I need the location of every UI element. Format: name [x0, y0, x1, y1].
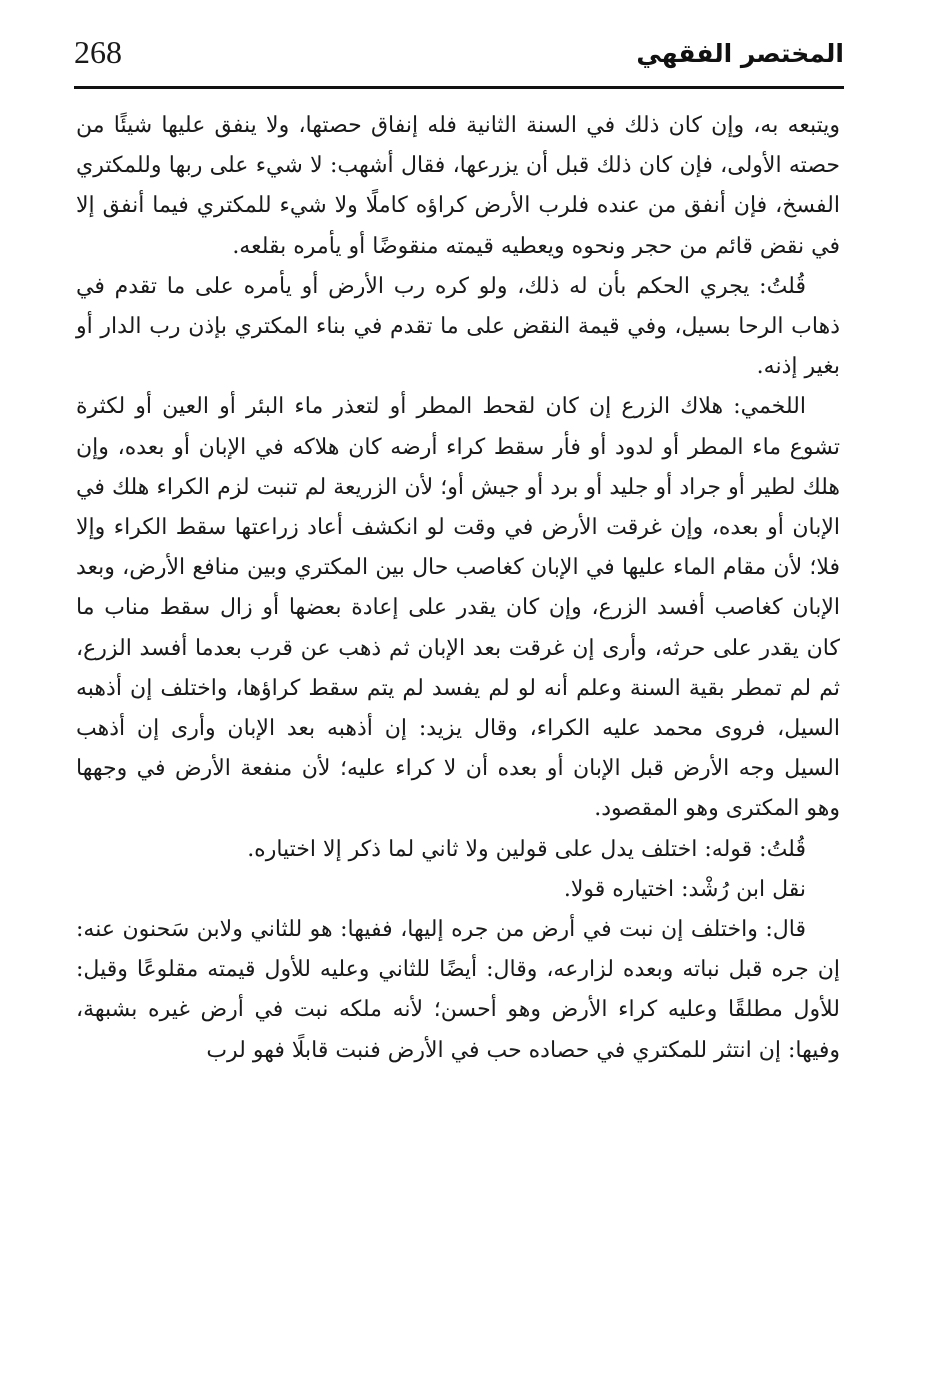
page-header	[74, 30, 844, 82]
paragraph-3: اللخمي: هلاك الزرع إن كان لقحط المطر أو لتعذر ماء البئر أو العين أو لكثرة تشوع ماء المطر أو لدود أو فأر سقط كراء أرضه كان هلاكه في الإبان أو بعده، وإن هلك لطير أو جراد أو جليد أو برد أو جيش أو؛ لأن الزريعة لم تنبت لزم الكراء هلك في الإبان أو بعده، وإن غرقت الأرض في وقت لو انكشف أعاد زراعتها سقط الكراء وإلا فلا؛ لأن مقام الماء عليها في الإبان كغاصب حال بين المكتري وبين منافع الأرض، وبعد الإبان كغاصب أفسد الزرع، وإن كان يقدر على إعادة بعضها أو زال سقط مناب ما كان يقدر على حرثه، وأرى إن غرقت بعد الإبان ثم ذهب عن قرب بعدما أفسد الزرع، ثم لم تمطر بقية السنة وعلم أنه لو لم يفسد لم يتم سقط كراؤها، واختلف إن أذهبه السيل، فروى محمد عليه الكراء، وقال يزيد: إن أذهبه بعد الإبان وأرى إن أذهب السيل وجه الأرض قبل الإبان أو بعده أن لا كراء عليه؛ لأن منفعة الأرض في وجهها وهو المكترى وهو المقصود.	[76, 394, 840, 822]
book-title: المختصر الفقهي	[636, 39, 844, 68]
page-number: 268	[74, 34, 122, 70]
paragraph-6: قال: واختلف إن نبت في أرض من جره إليها، ففيها: هو للثاني ولابن سَحنون عنه: إن جره قبل نباته وبعده لزارعه، وقال: أيضًا للثاني وعليه للأول قيمته مقلوعًا وقيل: للأول مطلقًا وعليه كراء الأرض وهو أحسن؛ لأنه ملكه نبت في أرض غيره بشبهة، وفيها: إن انتثر للمكتري في حصاده حب في الأرض فنبت قابلًا فهو لرب	[76, 917, 840, 1063]
header-divider	[74, 86, 844, 89]
paragraph-2: قُلتُ: يجري الحكم بأن له ذلك، ولو كره رب الأرض أو يأمره على ما تقدم في ذهاب الرحا بسيل، وفي قيمة النقض على ما تقدم في بناء المكتري بإذن رب الدار أو بغير إذنه.	[76, 273, 840, 380]
paragraph-1: ويتبعه به، وإن كان ذلك في السنة الثانية فله إنفاق حصتها، ولا ينفق عليها شيئًا من حصته الأولى، فإن كان ذلك قبل أن يزرعها، فقال أشهب: لا شيء على ربها وللمكتري الفسخ، فإن أنفق من عنده فلرب الأرض كراؤه كاملًا ولا شيء للمكتري فيما أنفق إلا في نقض قائم من حجر ونحوه ويعطيه قيمته منقوضًا أو يأمره بقلعه.	[76, 113, 841, 259]
body-text	[76, 106, 840, 1071]
paragraph-4: قُلتُ: قوله: اختلف يدل على قولين ولا ثاني لما ذكر إلا اختياره.	[247, 836, 806, 862]
paragraph-5: نقل ابن رُشْد: اختياره قولا.	[563, 876, 806, 902]
